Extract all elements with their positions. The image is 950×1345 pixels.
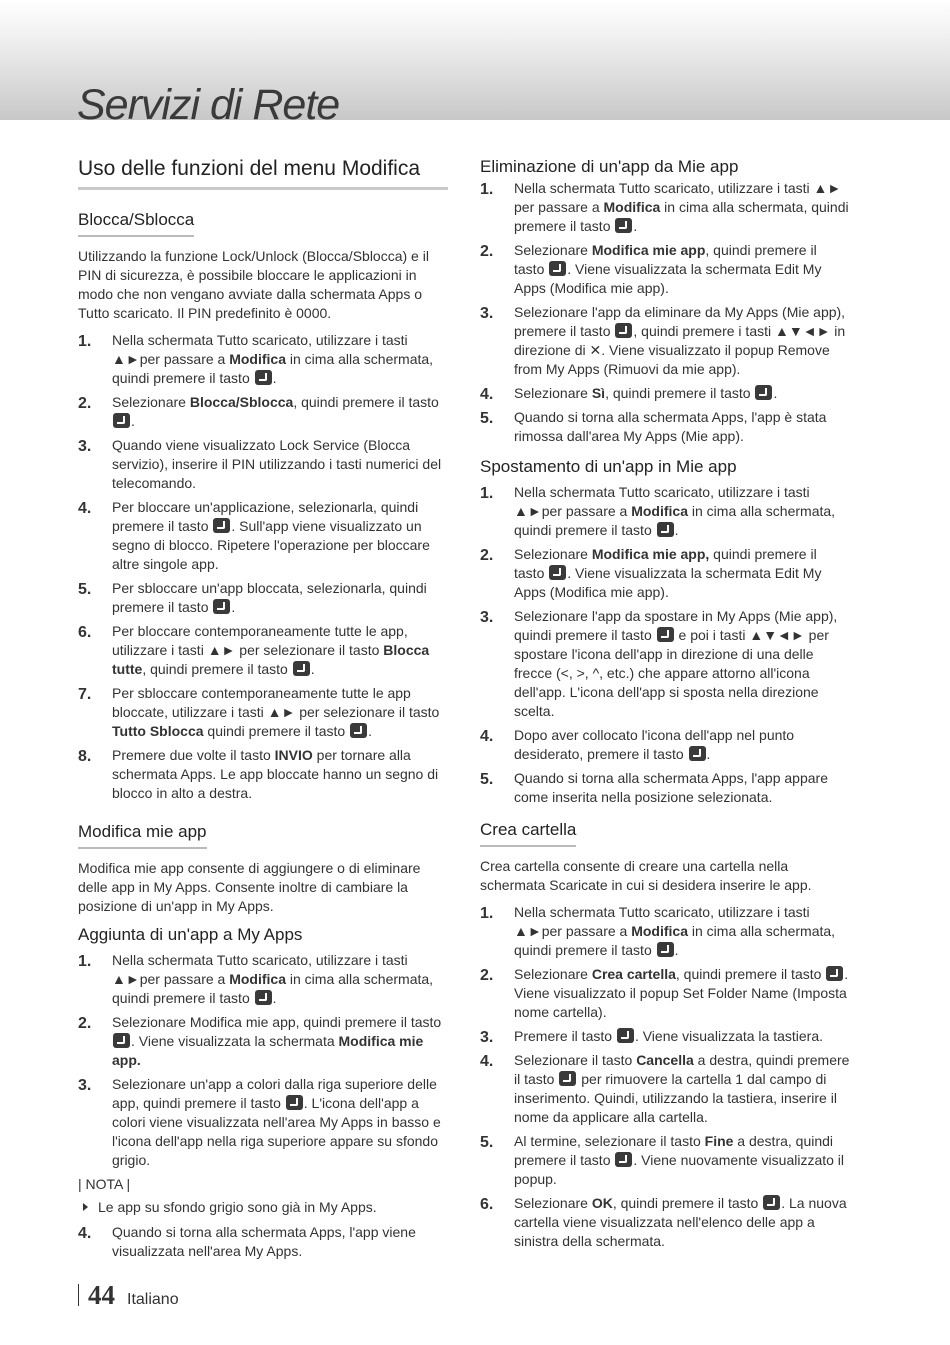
right-column <box>480 150 850 1256</box>
list-item: 2. Selezionare Modifica mie app, quindi premere il tasto . Viene visualizzata la schermata Edit My Apps (Modifica mie app). <box>480 546 822 600</box>
subsection-title-crea: Crea cartella <box>480 820 576 847</box>
elimina-steps-list <box>480 179 850 446</box>
enter-key-icon <box>617 1028 634 1043</box>
enter-key-icon <box>615 218 632 233</box>
list-item: 3. Selezionare l'app da eliminare da My Apps (Mie app), premere il tasto , quindi premere i tasti ▲▼◄► in direzione di ✕. Viene visualizzato il popup Remove from My Apps (Rimuovi da mie app). <box>480 304 846 377</box>
subsection-title-elimina: Eliminazione di un'app da Mie app <box>480 157 739 176</box>
enter-key-icon <box>615 1152 632 1167</box>
list-item: 3. Selezionare l'app da spostare in My Apps (Mie app), quindi premere il tasto e poi i tasti ▲▼◄► per spostare l'icona dell'app in direzione di una delle frecce (<, >, ^, etc.) che appare attorno all'icona dell'app. L'icona dell'app si sposta nella direzione scelta. <box>480 608 838 719</box>
enter-key-icon <box>657 942 674 957</box>
enter-key-icon <box>286 1095 303 1110</box>
enter-key-icon <box>549 261 566 276</box>
list-item: 1. Nella schermata Tutto scaricato, utilizzare i tasti ▲►per passare a Modifica in cima alla schermata, quindi premere il tasto . <box>78 332 434 386</box>
crea-steps-list <box>480 903 850 1251</box>
enter-key-icon <box>826 966 843 981</box>
list-item: 4. Selezionare il tasto Cancella a destra, quindi premere il tasto per rimuovere la cartella 1 dal campo di inserimento. Quindi, utilizzando la tastiera, inserire il nome da applicare alla cartella. <box>480 1052 850 1125</box>
list-item: 3. Premere il tasto . Viene visualizzata la tastiera. <box>480 1028 824 1046</box>
aggiunta-steps-list-cont <box>78 1223 448 1261</box>
list-item: 1. Nella schermata Tutto scaricato, utilizzare i tasti ▲►per passare a Modifica in cima alla schermata, quindi premere il tasto . <box>480 484 836 538</box>
list-item: 3. Selezionare un'app a colori dalla riga superiore delle app, quindi premere il tasto . L'icona dell'app a colori viene visualizzata nell'area My Apps in basso e l'icona dell'app nella riga superiore appare su sfondo grigio. <box>78 1076 441 1168</box>
enter-key-icon <box>689 746 706 761</box>
subsection-title-aggiunta: Aggiunta di un'app a My Apps <box>78 925 303 944</box>
enter-key-icon <box>113 413 130 428</box>
list-item: 1. Nella schermata Tutto scaricato, utilizzare i tasti ▲►per passare a Modifica in cima alla schermata, quindi premere il tasto . <box>78 952 434 1006</box>
enter-key-icon <box>213 599 230 614</box>
section-heading-modifica-menu: Uso delle funzioni del menu Modifica <box>78 156 448 190</box>
footer-divider <box>78 1284 79 1306</box>
list-item: 5. Per sbloccare un'app bloccata, selezionarla, quindi premere il tasto . <box>78 580 427 615</box>
list-item: 6. Selezionare OK, quindi premere il tasto . La nuova cartella viene visualizzata nell'elenco delle app a sinistra della schermata. <box>480 1195 847 1249</box>
enter-key-icon <box>213 518 230 533</box>
left-column <box>78 150 448 1266</box>
enter-key-icon <box>657 627 674 642</box>
enter-key-icon <box>113 1033 130 1048</box>
list-item: 5. Quando si torna alla schermata Apps, l'app appare come inserita nella posizione selezionata. <box>480 770 828 805</box>
list-item: 4. Per bloccare un'applicazione, selezionarla, quindi premere il tasto . Sull'app viene visualizzato un segno di blocco. Ripetere l'operazione per bloccare altre singole app. <box>78 499 430 572</box>
crea-intro: Crea cartella consente di creare una cartella nella schermata Scaricate in cui si desidera inserire le app. <box>480 858 812 893</box>
list-item: 5. Al termine, selezionare il tasto Fine a destra, quindi premere il tasto . Viene nuovamente visualizzato il popup. <box>480 1133 845 1187</box>
enter-key-icon <box>350 723 367 738</box>
list-item: 2. Selezionare Blocca/Sblocca, quindi premere il tasto . <box>78 394 439 429</box>
modifica-intro: Modifica mie app consente di aggiungere o di eliminare delle app in My Apps. Consente inoltre di cambiare la posizione di un'app in My Apps. <box>78 860 421 914</box>
enter-key-icon <box>293 661 310 676</box>
list-item: 1. Nella schermata Tutto scaricato, utilizzare i tasti ▲► per passare a Modifica in cima alla schermata, quindi premere il tasto . <box>480 180 849 234</box>
list-item: 1. Nella schermata Tutto scaricato, utilizzare i tasti ▲►per passare a Modifica in cima alla schermata, quindi premere il tasto . <box>480 904 836 958</box>
list-item: 4. Dopo aver collocato l'icona dell'app nel punto desiderato, premere il tasto . <box>480 727 795 762</box>
list-item: 2. Selezionare Modifica mie app, quindi premere il tasto . Viene visualizzata la schermata Modifica mie app. <box>78 1014 442 1068</box>
sposta-steps-list <box>480 483 850 807</box>
enter-key-icon <box>657 522 674 537</box>
list-item: 8. Premere due volte il tasto INVIO per tornare alla schermata Apps. Le app bloccate hanno un segno di blocco in alto a destra. <box>78 747 439 801</box>
list-item: 4. Quando si torna alla schermata Apps, l'app viene visualizzata nell'area My Apps. <box>78 1224 416 1259</box>
enter-key-icon <box>559 1071 576 1086</box>
aggiunta-steps-list <box>78 951 448 1170</box>
blocca-steps-list <box>78 331 448 803</box>
note-item: Le app su sfondo grigio sono già in My Apps. <box>78 1198 448 1217</box>
enter-key-icon <box>549 565 566 580</box>
list-item: 2. Selezionare Crea cartella, quindi premere il tasto . Viene visualizzato il popup Set Folder Name (Imposta nome cartella). <box>480 966 849 1020</box>
list-item: 2. Selezionare Modifica mie app, quindi premere il tasto . Viene visualizzata la schermata Edit My Apps (Modifica mie app). <box>480 242 822 296</box>
subsection-title-blocca: Blocca/Sblocca <box>78 210 194 237</box>
language-label: Italiano <box>127 1291 179 1308</box>
enter-key-icon <box>255 990 272 1005</box>
list-item: 3. Quando viene visualizzato Lock Service (Blocca servizio), inserire il PIN utilizzando i tasti numerici del telecomando. <box>78 437 442 491</box>
page-title: Servizi di Rete <box>77 81 340 129</box>
note-label: | NOTA | <box>78 1176 131 1192</box>
list-item: 4. Selezionare Sì, quindi premere il tasto . <box>480 385 778 403</box>
enter-key-icon <box>615 323 632 338</box>
subsection-title-modifica: Modifica mie app <box>78 822 207 849</box>
list-item: 5. Quando si torna alla schermata Apps, l'app è stata rimossa dall'area My Apps (Mie app). <box>480 409 827 444</box>
list-item: 6. Per bloccare contemporaneamente tutte le app, utilizzare i tasti ▲► per selezionare il tasto Blocca tutte, quindi premere il tasto . <box>78 623 430 677</box>
enter-key-icon <box>755 385 772 400</box>
enter-key-icon <box>763 1195 780 1210</box>
list-item: 7. Per sbloccare contemporaneamente tutte le app bloccate, utilizzare i tasti ▲► per selezionare il tasto Tutto Sblocca quindi premere il tasto . <box>78 685 440 739</box>
enter-key-icon <box>255 370 272 385</box>
blocca-intro: Utilizzando la funzione Lock/Unlock (Blocca/Sblocca) e il PIN di sicurezza, è possibile bloccare le applicazioni in modo che non vengano avviate dalla schermata Apps o Tutto scaricato. Il PIN predefinito è 0000. <box>78 248 429 321</box>
page-number: 44 <box>88 1280 115 1310</box>
subsection-title-sposta: Spostamento di un'app in Mie app <box>480 457 737 476</box>
